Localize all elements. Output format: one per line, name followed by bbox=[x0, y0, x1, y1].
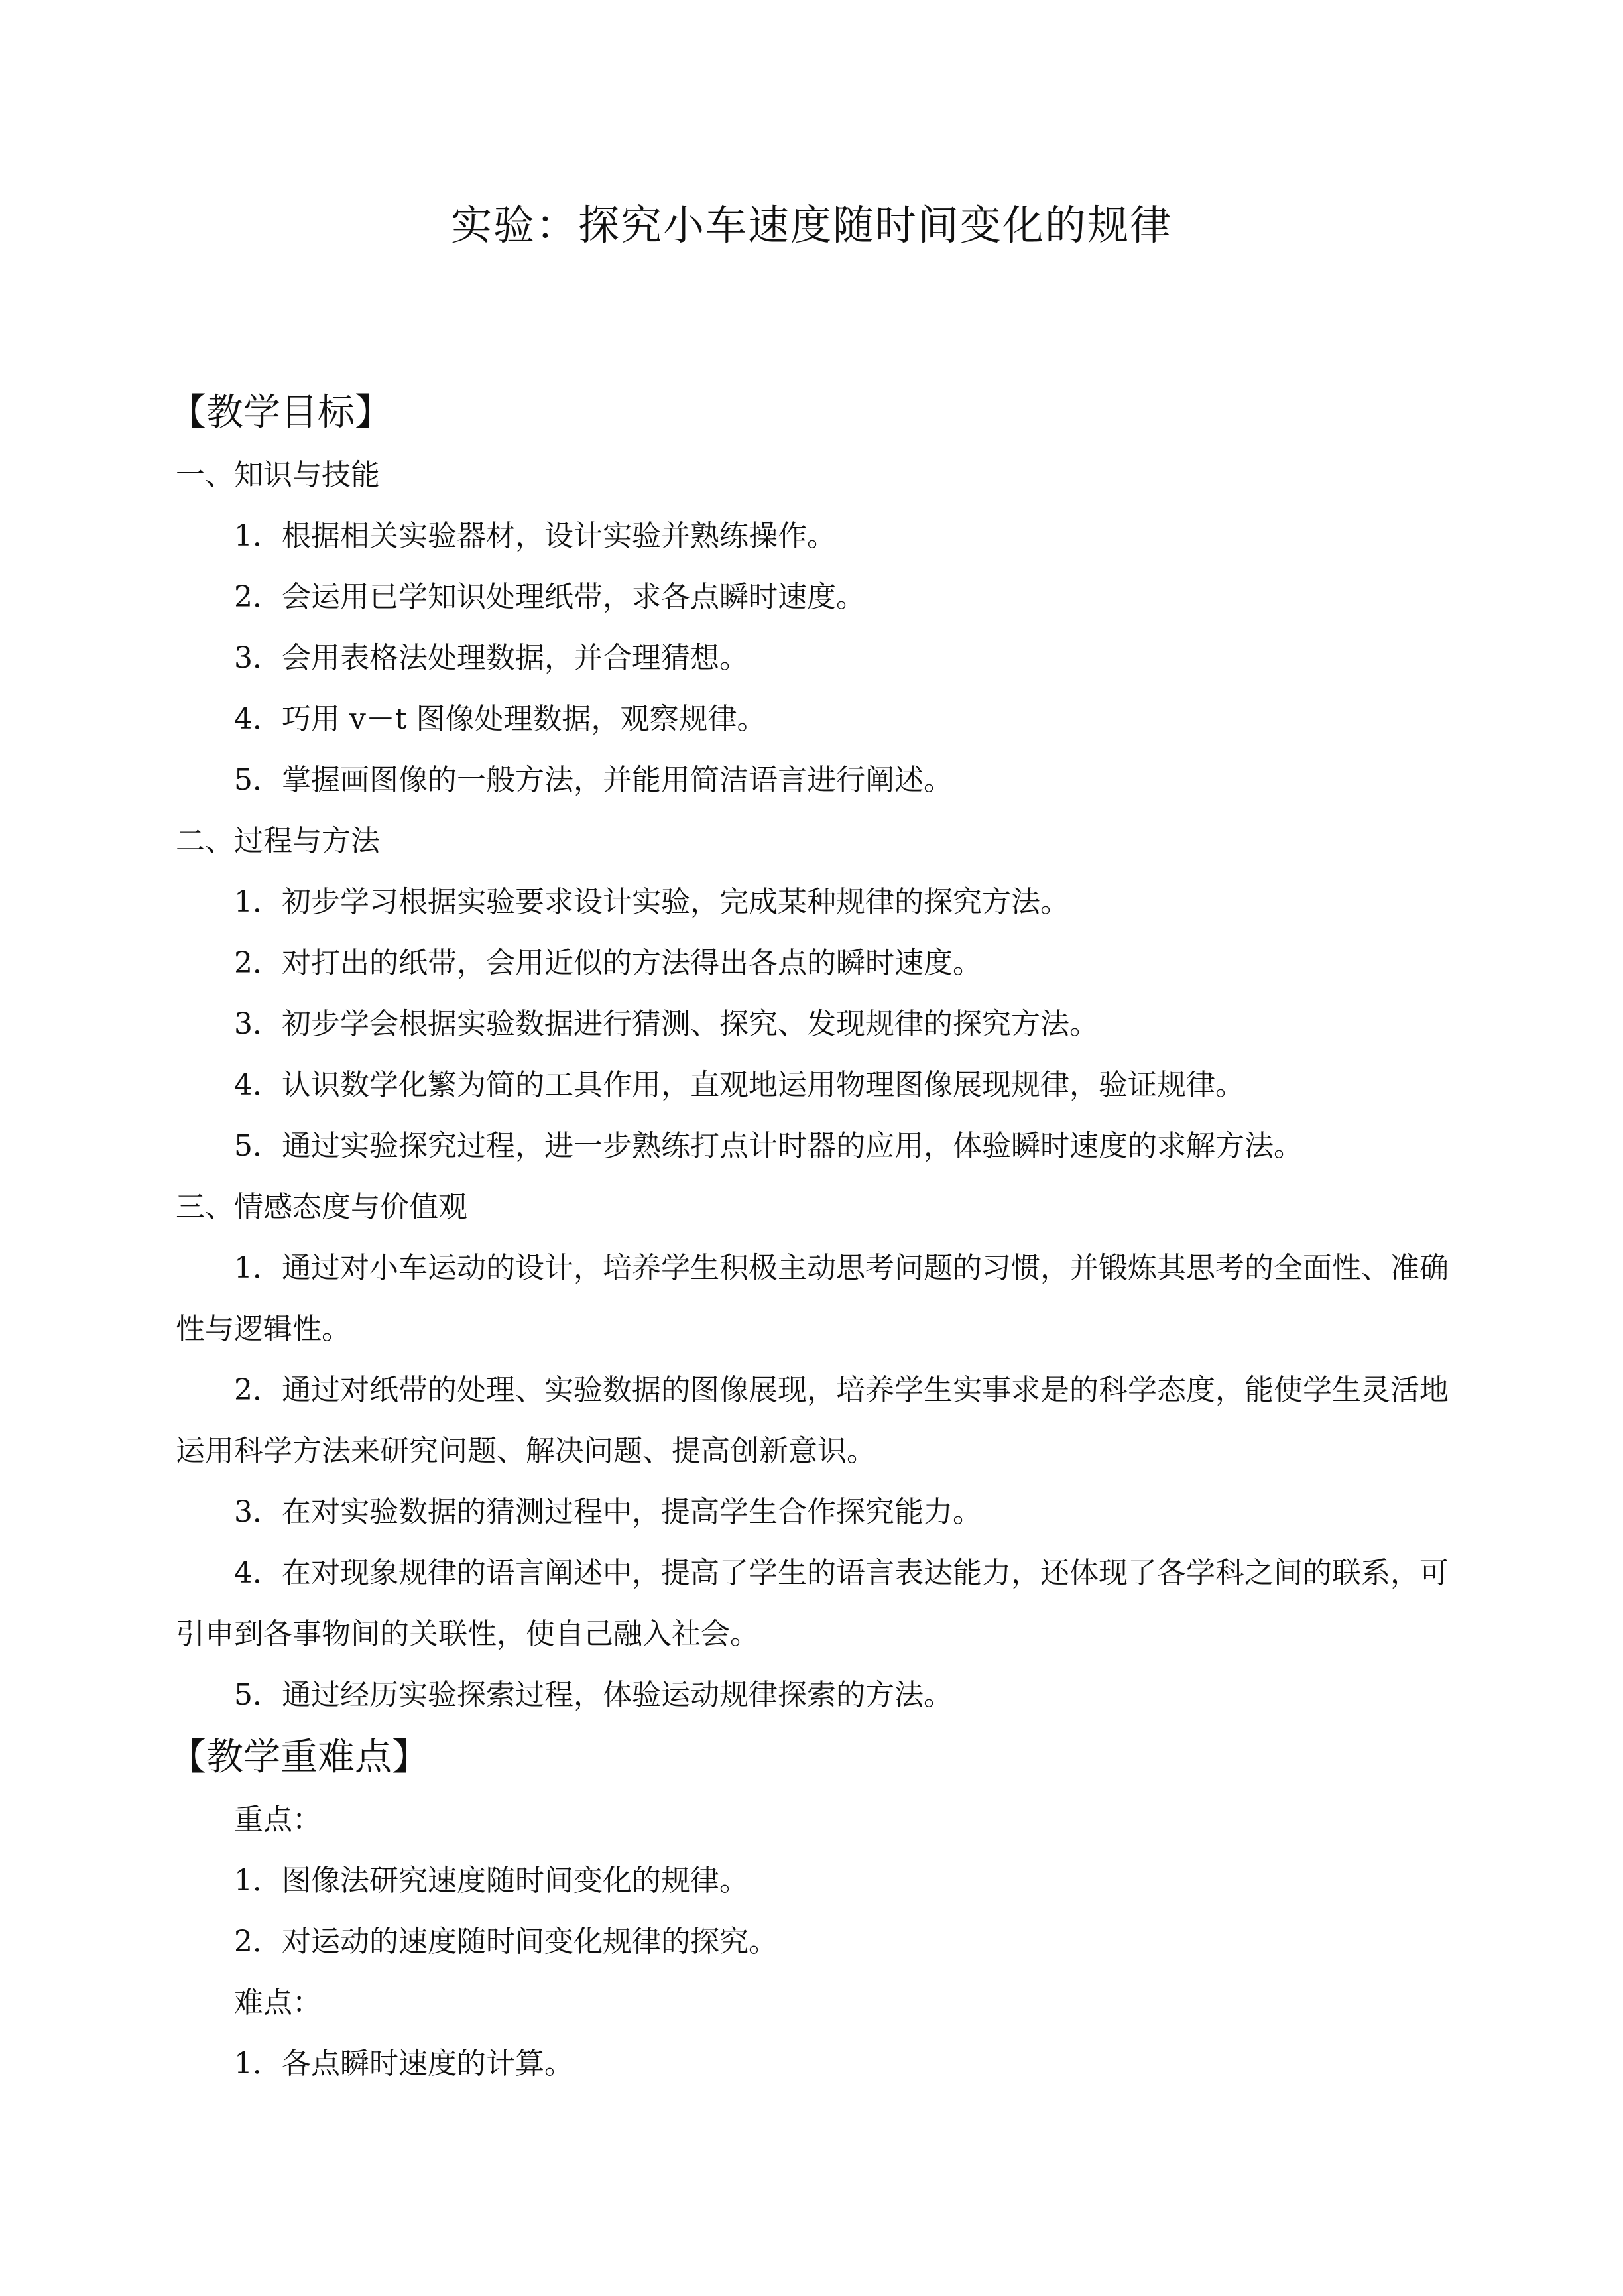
subheading-emotion: 三、情感态度与价值观 bbox=[176, 1190, 467, 1224]
list-item: 5．掌握画图像的一般方法，并能用简洁语言进行阐述。 bbox=[234, 763, 953, 797]
list-item: 2．对运动的速度随时间变化规律的探究。 bbox=[234, 1925, 778, 1959]
paragraph-item: 5．通过经历实验探索过程，体验运动规律探索的方法。 bbox=[234, 1678, 953, 1712]
section-heading-objectives: 【教学目标】 bbox=[169, 391, 392, 434]
paragraph-item: 1．通过对小车运动的设计，培养学生积极主动思考问题的习惯，并锻炼其思考的全面性、准确性与逻辑性。 bbox=[176, 1251, 1449, 1346]
list-item: 4．认识数学化繁为简的工具作用，直观地运用物理图像展现规律，验证规律。 bbox=[234, 1068, 1244, 1102]
subheading-process: 二、过程与方法 bbox=[176, 824, 380, 858]
paragraph-item: 3．在对实验数据的猜测过程中，提高学生合作探究能力。 bbox=[234, 1495, 982, 1529]
list-item: 3．会用表格法处理数据，并合理猜想。 bbox=[234, 641, 749, 675]
document-body bbox=[169, 381, 1449, 2094]
paragraph-item: 2．通过对纸带的处理、实验数据的图像展现，培养学生实事求是的科学态度，能使学生灵活地运用科学方法来研究问题、解决问题、提高创新意识。 bbox=[176, 1373, 1449, 1468]
list-item: 1．初步学习根据实验要求设计实验，完成某种规律的探究方法。 bbox=[234, 885, 1069, 919]
important-label: 重点： bbox=[234, 1803, 322, 1837]
list-item: 2．对打出的纸带，会用近似的方法得出各点的瞬时速度。 bbox=[234, 946, 982, 980]
document-title: 实验：探究小车速度随时间变化的规律 bbox=[450, 201, 1172, 249]
list-item: 1．图像法研究速度随时间变化的规律。 bbox=[234, 1864, 749, 1898]
subheading-knowledge: 一、知识与技能 bbox=[176, 458, 380, 492]
paragraph-item: 4．在对现象规律的语言阐述中，提高了学生的语言表达能力，还体现了各学科之间的联系，可引申到各事物间的关联性，使自己融入社会。 bbox=[176, 1556, 1449, 1651]
list-item: 5．通过实验探究过程，进一步熟练打点计时器的应用，体验瞬时速度的求解方法。 bbox=[234, 1129, 1303, 1163]
difficult-label: 难点： bbox=[234, 1986, 322, 2020]
list-item: 1．根据相关实验器材，设计实验并熟练操作。 bbox=[234, 519, 836, 553]
list-item: 1．各点瞬时速度的计算。 bbox=[234, 2047, 573, 2081]
list-item: 3．初步学会根据实验数据进行猜测、探究、发现规律的探究方法。 bbox=[234, 1007, 1099, 1041]
list-item: 4．巧用 v－t 图像处理数据，观察规律。 bbox=[234, 702, 766, 736]
section-heading-key-points: 【教学重难点】 bbox=[169, 1736, 429, 1779]
list-item: 2．会运用已学知识处理纸带，求各点瞬时速度。 bbox=[234, 580, 865, 614]
